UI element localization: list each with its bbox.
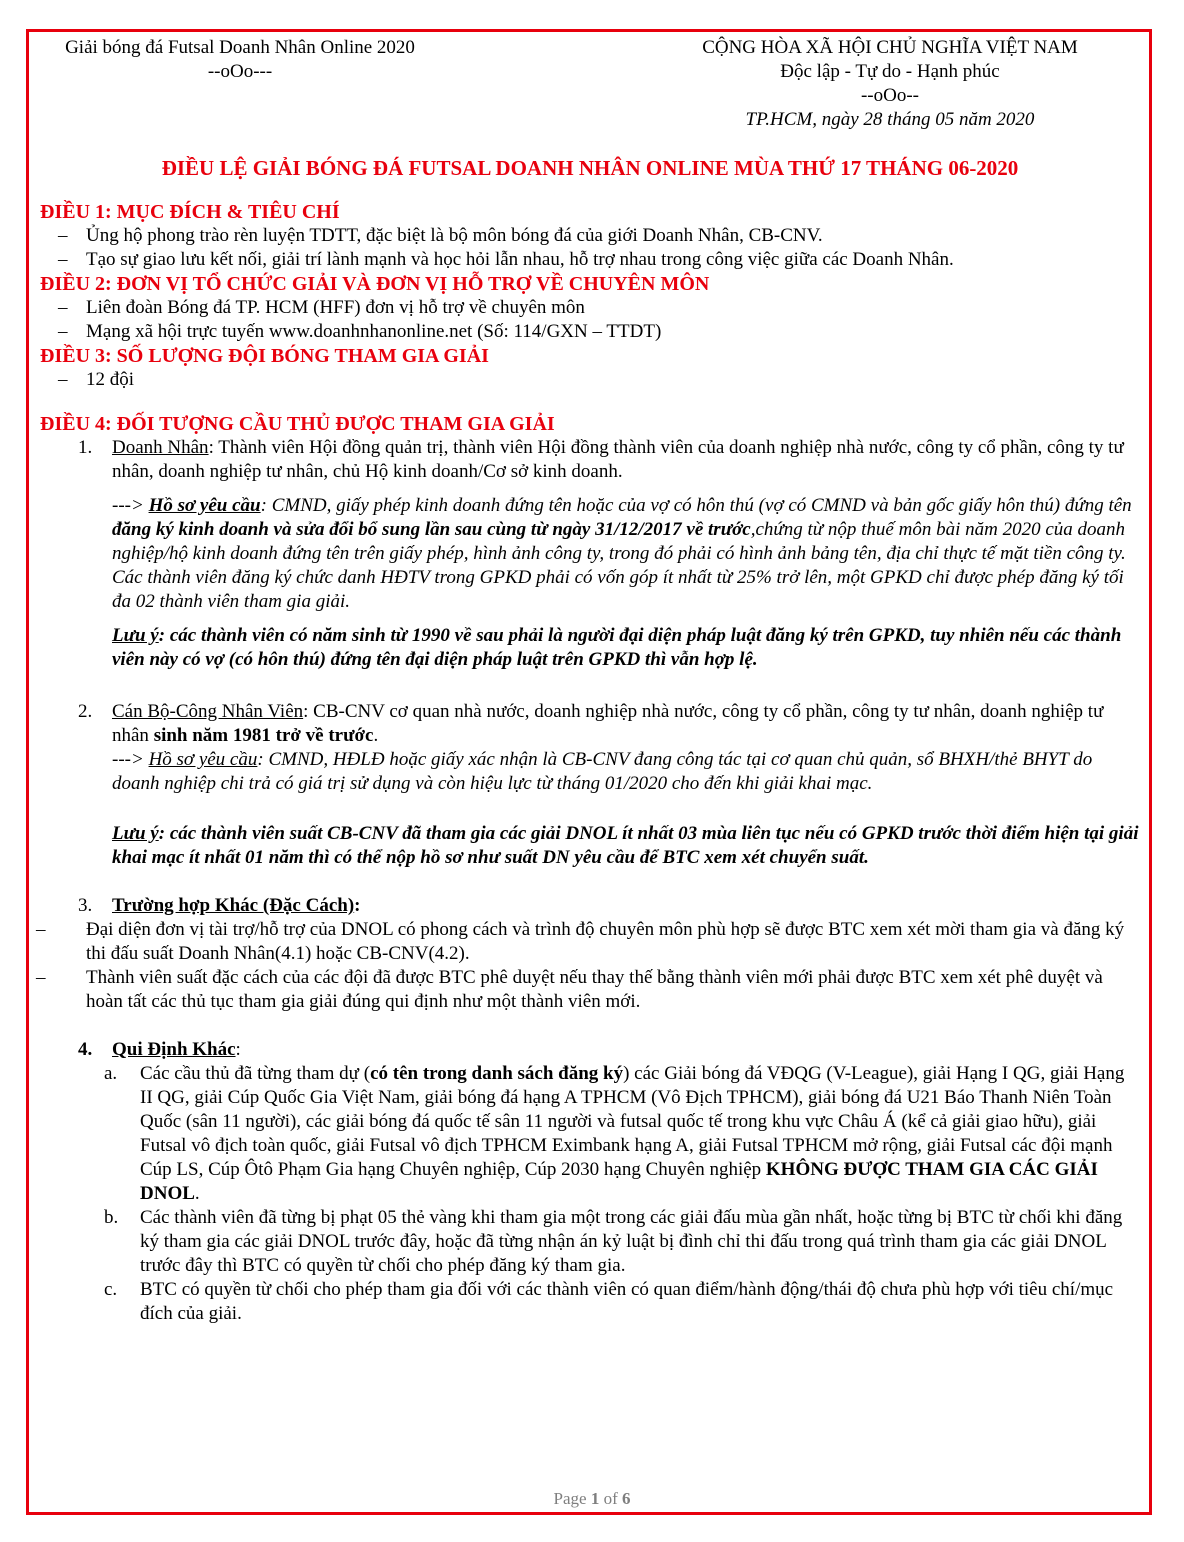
list-item [40,296,1140,320]
clause-colon: : [235,1039,241,1060]
sub-item-text: ) các Giải bóng đá VĐQG (V-League), giải Hạng I QG, giải Hạng II QG, giải Cúp Quốc Gia Việt Nam, giải bóng đá hạng A TPHCM (Vô Địch TPHCM), giải bóng đá U21 Báo Thanh Niên Toàn Quốc (sân 11 người), các giải bóng đá quốc tế sân 11 người và futsal quốc tế trong khu vực Châu Á (kể cả giải giao hữu), giải Futsal vô địch toàn quốc, giải Futsal vô địch TPHCM Eximbank hạng A, giải Futsal TPHCM mở rộng, giải Futsal các đội mạnh Cúp LS, Cúp Ôtô Phạm Gia hạng Chuyên nghiệp, Cúp 2030 hạng Chuyên nghiệp [140,1063,1125,1180]
clause-number: 2. [78,701,93,722]
clause-term: Qui Định Khác [112,1039,236,1060]
clause-term: Cán Bộ-Công Nhân Viên [112,701,304,722]
list-item-text: Mạng xã hội trực tuyến www.doanhnhanonline.net (Số: 114/GXN – TTDT) [86,321,662,342]
sub-item-marker: a. [104,1063,118,1084]
list-item-text: 12 đội [86,369,135,390]
list-item [40,224,1140,248]
page-label: Page [553,1489,587,1508]
requirements-text: : CMND, HĐLĐ hoặc giấy xác nhận là CB-CNV đang công tác tại cơ quan chủ quản, sổ BHXH/thẻ BHYT do doanh nghiệp chi trả có giá trị sử dụng và còn hiệu lực từ tháng 01/2020 cho đến khi giải khai mạc. [112,749,1093,794]
dash-marker: – [36,967,46,988]
list-item-text: Thành viên suất đặc cách của các đội đã được BTC phê duyệt nếu thay thế bằng thành viên mới phải được BTC xem xét phê duyệt và hoàn tất các thủ tục tham gia giải đúng qui định như một thành viên mới. [86,967,1103,1012]
clause-4-2 [40,700,1140,748]
sub-item-marker: b. [104,1207,119,1228]
header-right [680,36,1100,132]
document-date: TP.HCM, ngày 28 tháng 05 năm 2020 [745,109,1035,130]
document-body [36,36,1140,1326]
clause-colon: : [354,895,361,916]
list-item [40,320,1140,344]
page-of-label: of [603,1489,618,1508]
dash-marker: – [58,225,68,246]
section-2-heading: ĐIỀU 2: ĐƠN VỊ TỔ CHỨC GIẢI VÀ ĐƠN VỊ HỖ TRỢ VỀ CHUYÊN MÔN [40,273,710,295]
clause-emphasis: sinh năm 1981 trở về trước [153,725,374,746]
national-title: CỘNG HÒA XÃ HỘI CHỦ NGHĨA VIỆT NAM [702,37,1078,58]
clause-4-4 [40,1038,1140,1062]
clause-text: : Thành viên Hội đồng quản trị, thành viên Hội đồng thành viên của doanh nghiệp nhà nước, công ty cổ phần, công ty tư nhân, doanh nghiệp tư nhân, chủ Hộ kinh doanh/Cơ sở kinh doanh. [112,437,1124,482]
sub-item-text: BTC có quyền từ chối cho phép tham gia đối với các thành viên có quan điểm/hành động/thái độ chưa phù hợp với tiêu chí/mục đích của giải. [140,1279,1114,1324]
note-4-1 [40,624,1140,672]
clause-number: 4. [78,1039,93,1060]
list-item-text: Tạo sự giao lưu kết nối, giải trí lành mạnh và học hỏi lẫn nhau, hỗ trợ nhau trong công việc giữa các Doanh Nhân. [86,249,954,270]
requirements-text: ,chứng từ nộp thuế môn bài năm 2020 của doanh nghiệp/hộ kinh doanh đứng tên trên giấy phép, hình ảnh công ty, trong đó phải có hình ảnh bảng tên, địa chỉ thực tế mặt tiền công ty. Các thành viên đăng ký chức danh HĐTV trong GPKD phải có vốn góp ít nhất từ 25% trở lên, một GPKD chỉ được phép đăng ký tối đa 02 thành viên tham gia giải. [112,519,1126,612]
clause-term: Doanh Nhân [112,437,209,458]
list-item-text: Ủng hộ phong trào rèn luyện TDTT, đặc biệt là bộ môn bóng đá của giới Doanh Nhân, CB-CNV. [86,225,823,246]
sub-item-a [40,1062,1140,1206]
requirements-4-1 [40,494,1140,614]
requirements-label: Hồ sơ yêu cầu [148,749,258,770]
header-left-ornament: --oOo--- [207,61,273,82]
sub-item-c [40,1278,1140,1326]
page-total: 6 [621,1489,631,1508]
clause-number: 3. [78,895,93,916]
sub-item-b [40,1206,1140,1278]
note-4-2 [40,822,1140,870]
national-motto: Độc lập - Tự do - Hạnh phúc [780,61,1000,82]
page-number: 1 [590,1489,600,1508]
document-header [40,36,1140,136]
list-item [40,248,1140,272]
requirements-text: : CMND, giấy phép kinh doanh đứng tên hoặc của vợ có hôn thú (vợ có CMND và bản gốc giấy hôn thú) đứng tên [260,495,1132,516]
section-4-heading: ĐIỀU 4: ĐỐI TƯỢNG CẦU THỦ ĐƯỢC THAM GIA GIẢI [40,413,555,435]
sub-item-emphasis: có tên trong danh sách đăng ký [370,1063,624,1084]
list-item [36,918,1140,966]
note-label: Lưu ý [112,823,159,844]
dash-marker: – [58,369,68,390]
section-3-heading: ĐIỀU 3: SỐ LƯỢNG ĐỘI BÓNG THAM GIA GIẢI [40,345,489,367]
note-text: : các thành viên có năm sinh từ 1990 về sau phải là người đại diện pháp luật đăng ký trên GPKD, tuy nhiên nếu các thành viên này có vợ (có hôn thú) đứng tên đại diện pháp luật trên GPKD thì vẫn hợp lệ. [112,625,1122,670]
list-item-text: Liên đoàn Bóng đá TP. HCM (HFF) đơn vị hỗ trợ về chuyên môn [86,297,585,318]
requirements-4-2 [40,748,1140,796]
tournament-name: Giải bóng đá Futsal Doanh Nhân Online 2020 [65,37,415,58]
arrow-marker: ---> [112,495,149,516]
document-title: ĐIỀU LỆ GIẢI BÓNG ĐÁ FUTSAL DOANH NHÂN ONLINE MÙA THỨ 17 THÁNG 06-2020 [161,156,1019,180]
sub-item-text: Các cầu thủ đã từng tham dự ( [140,1063,371,1084]
dash-marker: – [58,297,68,318]
header-left [40,36,440,84]
header-right-ornament: --oOo-- [860,85,920,106]
clause-4-1 [40,436,1140,484]
arrow-marker: ---> [112,749,149,770]
clause-4-3 [40,894,1140,918]
list-item [36,966,1140,1014]
dash-marker: – [36,919,46,940]
sub-item-marker: c. [104,1279,118,1300]
dash-marker: – [58,321,68,342]
clause-text: : CB-CNV cơ quan nhà nước, doanh nghiệp nhà nước, công ty cổ phần, công ty tư nhân, doanh nghiệp tư nhân [112,701,1104,746]
list-item-text: Đại diện đơn vị tài trợ/hỗ trợ của DNOL có phong cách và trình độ chuyên môn phù hợp sẽ được BTC xem xét mời tham gia và đăng ký thi đấu suất Doanh Nhân(4.1) hoặc CB-CNV(4.2). [86,919,1125,964]
clause-number: 1. [78,437,93,458]
requirements-label: Hồ sơ yêu cầu [148,495,261,516]
page-footer [0,1489,1184,1509]
dash-marker: – [58,249,68,270]
requirements-emphasis: đăng ký kinh doanh và sửa đổi bổ sung lần sau cùng từ ngày 31/12/2017 về trước [112,519,751,540]
sub-item-text: . [194,1183,200,1204]
sub-item-text: Các thành viên đã từng bị phạt 05 thẻ vàng khi tham gia một trong các giải đấu mùa gần nhất, hoặc từng bị BTC từ chối khi đăng ký tham gia các giải DNOL trước đây, hoặc đã từng nhận án kỷ luật bị đình chỉ thi đấu trong quá trình tham gia các giải DNOL trước đây thì BTC có quyền từ chối cho phép đăng ký tham gia. [140,1207,1123,1276]
clause-term: Trường hợp Khác (Đặc Cách) [112,895,355,916]
list-item [40,368,1140,392]
note-text: : các thành viên suất CB-CNV đã tham gia các giải DNOL ít nhất 03 mùa liên tục nếu có GPKD trước thời điểm hiện tại giải khai mạc ít nhất 01 năm thì có thể nộp hồ sơ như suất DN yêu cầu để BTC xem xét chuyển suất. [112,823,1139,868]
note-label: Lưu ý [112,625,159,646]
clause-text-end: . [373,725,379,746]
section-1-heading: ĐIỀU 1: MỤC ĐÍCH & TIÊU CHÍ [40,201,340,223]
sub-item-emphasis: KHÔNG ĐƯỢC THAM GIA CÁC GIẢI DNOL [140,1159,1098,1204]
